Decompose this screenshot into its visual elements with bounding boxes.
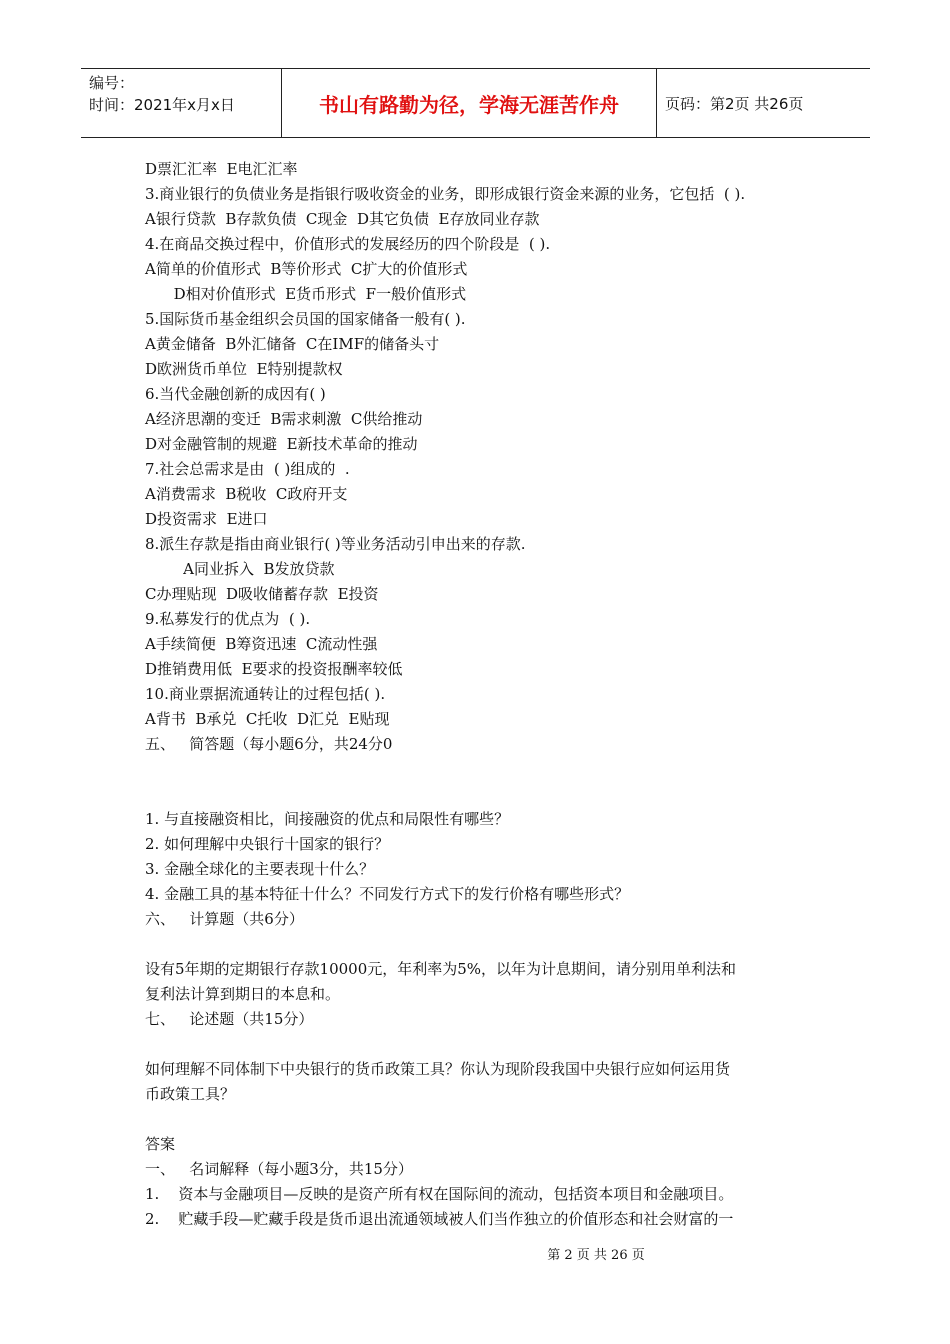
blank-line	[145, 782, 815, 807]
text-line: 五、 简答题（每小题6分，共24分0	[145, 735, 393, 753]
text-line: 8.派生存款是指由商业银行( )等业务活动引申出来的存款.	[145, 535, 526, 553]
text-line: D对金融管制的规避 E新技术革命的推动	[145, 435, 418, 453]
text-line: 10.商业票据流通转让的过程包括( ).	[145, 685, 386, 703]
text-line: C办理贴现 D吸收储蓄存款 E投资	[145, 585, 379, 603]
header-page-info: 页码：第2页 共26页	[665, 94, 804, 113]
blank-line	[145, 1107, 815, 1132]
text-line: 5.国际货币基金组织会员国的国家储备一般有( ).	[145, 310, 466, 328]
blank-line	[145, 1032, 815, 1057]
footer-page-number: 第 2 页 共 26 页	[547, 1248, 645, 1263]
text-line: 2. 如何理解中央银行十国家的银行？	[145, 835, 390, 853]
text-line: 复利法计算到期日的本息和。	[145, 985, 341, 1003]
text-line: 六、 计算题（共6分）	[145, 910, 304, 928]
text-line: 七、 论述题（共15分）	[145, 1010, 314, 1028]
text-line: 4.在商品交换过程中，价值形式的发展经历的四个阶段是 ( ).	[145, 235, 551, 253]
document-time-label: 时间：2021年x月x日	[89, 96, 235, 114]
text-line: A简单的价值形式 B等价形式 C扩大的价值形式	[145, 260, 468, 278]
blank-line	[145, 757, 815, 782]
text-line: 6.当代金融创新的成因有( )	[145, 385, 326, 403]
text-line: D推销费用低 E要求的投资报酬率较低	[145, 660, 403, 678]
blank-line	[145, 932, 815, 957]
text-line: A黄金储备 B外汇储备 C在IMF的储备头寸	[145, 335, 440, 353]
text-line: D相对价值形式 E货币形式 F一般价值形式	[145, 285, 467, 303]
page-header	[81, 68, 870, 138]
text-line: 2. 贮藏手段—贮藏手段是货币退出流通领域被人们当作独立的价值形态和社会财富的一	[145, 1210, 734, 1228]
text-line: D欧洲货币单位 E特别提款权	[145, 360, 343, 378]
text-line: 7.社会总需求是由 ( )组成的 .	[145, 460, 350, 478]
page-footer	[0, 1244, 950, 1263]
header-meta	[81, 69, 282, 137]
text-line: A手续简便 B筹资迅速 C流动性强	[145, 635, 378, 653]
document-number-label: 编号：	[89, 74, 135, 92]
text-line: D投资需求 E进口	[145, 510, 268, 528]
text-line: 答案	[145, 1135, 176, 1153]
text-line: 如何理解不同体制下中央银行的货币政策工具？你认为现阶段我国中央银行应如何运用货	[145, 1060, 731, 1078]
text-line: 9.私募发行的优点为 ( ).	[145, 610, 311, 628]
text-line: 一、 名词解释（每小题3分，共15分）	[145, 1160, 413, 1178]
text-line: 3.商业银行的负债业务是指银行吸收资金的业务，即形成银行资金来源的业务，它包括 ( ).	[145, 185, 746, 203]
text-line: A经济思潮的变迁 B需求刺激 C供给推动	[145, 410, 423, 428]
text-line: A同业拆入 B发放贷款	[145, 560, 335, 578]
text-line: D票汇汇率 E电汇汇率	[145, 160, 298, 178]
header-motto: 书山有路勤为径，学海无涯苦作舟	[282, 69, 657, 137]
text-line: 设有5年期的定期银行存款10000元，年利率为5%，以年为计息期间，请分别用单利法和	[145, 960, 737, 978]
text-line: 1. 资本与金融项目—反映的是资产所有权在国际间的流动，包括资本项目和金融项目。	[145, 1185, 734, 1203]
text-line: 3. 金融全球化的主要表现十什么？	[145, 860, 375, 878]
text-line: A背书 B承兑 C托收 D汇兑 E贴现	[145, 710, 390, 728]
text-line: 币政策工具？	[145, 1085, 236, 1103]
document-body	[145, 157, 815, 1232]
text-line: 4. 金融工具的基本特征十什么？不同发行方式下的发行价格有哪些形式？	[145, 885, 630, 903]
text-line: 1. 与直接融资相比，间接融资的优点和局限性有哪些？	[145, 810, 510, 828]
text-line: A消费需求 B税收 C政府开支	[145, 485, 348, 503]
text-line: A银行贷款 B存款负债 C现金 D其它负债 E存放同业存款	[145, 210, 540, 228]
